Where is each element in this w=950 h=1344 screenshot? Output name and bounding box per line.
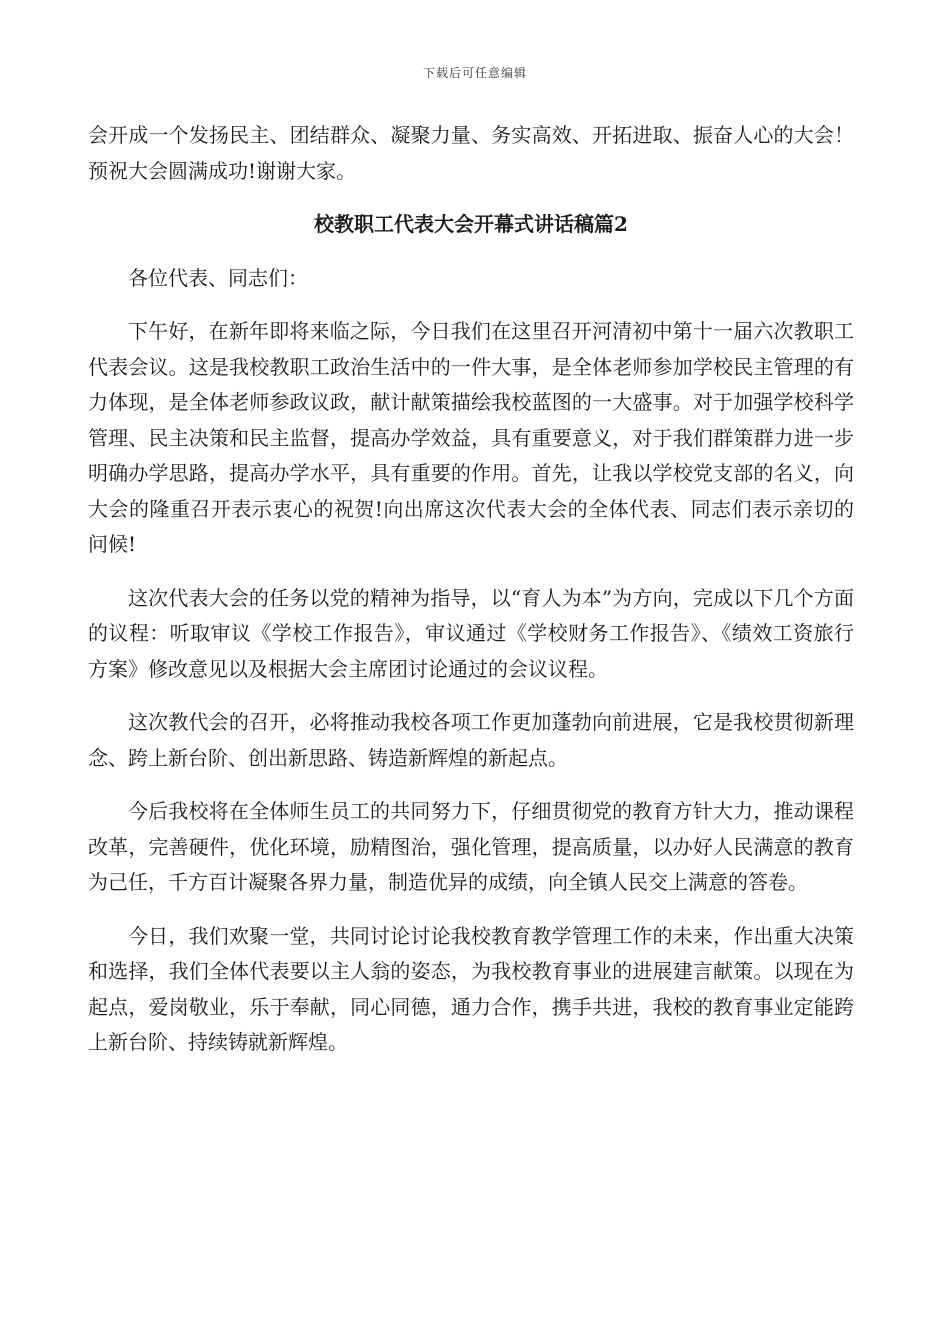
- continuation-paragraph: 会开成一个发扬民主、团结群众、凝聚力量、务实高效、开拓进取、振奋人心的大会！预祝大会圆满成功!谢谢大家。: [88, 123, 854, 183]
- document-body: [88, 118, 854, 1079]
- body-paragraph-1: 下午好，在新年即将来临之际，今日我们在这里召开河清初中第十一届六次教职工代表会议。这是我校教职工政治生活中的一件大事，是全体老师参加学校民主管理的有力体现，是全体老师参政议政，献计献策描绘我校蓝图的一大盛事。对于加强学校科学管理、民主决策和民主监督，提高办学效益，具有重要意义，对于我们群策群力进一步明确办学思路，提高办学水平，具有重要的作用。首先，让我以学校党支部的名义，向大会的隆重召开表示衷心的祝贺!向出席这次代表大会的全体代表、同志们表示亲切的问候!: [88, 319, 854, 556]
- section-title: 校教职工代表大会开幕式讲话稿篇2: [314, 212, 628, 236]
- body-paragraph-5: 今日，我们欢聚一堂，共同讨论讨论我校教育教学管理工作的未来，作出重大决策和选择，我们全体代表要以主人翁的姿态，为我校教育事业的进展建言献策。以现在为起点，爱岗敬业，乐于奉献，同心同德，通力合作，携手共进，我校的教育事业定能跨上新台阶、持续铸就新辉煌。: [88, 923, 854, 1054]
- body-paragraph-3: 这次教代会的召开，必将推动我校各项工作更加蓬勃向前进展，它是我校贯彻新理念、跨上新台阶、创出新思路、铸造新辉煌的新起点。: [88, 710, 854, 770]
- body-paragraph-4: 今后我校将在全体师生员工的共同努力下，仔细贯彻党的教育方针大力，推动课程改革，完善硬件，优化环境，励精图治，强化管理，提高质量，以办好人民满意的教育为己任，千方百计凝聚各界力量，制造优异的成绩，向全镇人民交上满意的答卷。: [88, 799, 854, 894]
- salutation-paragraph: 各位代表、同志们：: [128, 265, 308, 290]
- body-paragraph-2: 这次代表大会的任务以党的精神为指导，以“育人为本”为方向，完成以下几个方面的议程：听取审议《学校工作报告》，审议通过《学校财务工作报告》、《绩效工资旅行方案》修改意见以及根据大会主席团讨论通过的会议议程。: [88, 585, 854, 681]
- page-header-note: 下载后可任意编辑: [422, 66, 527, 80]
